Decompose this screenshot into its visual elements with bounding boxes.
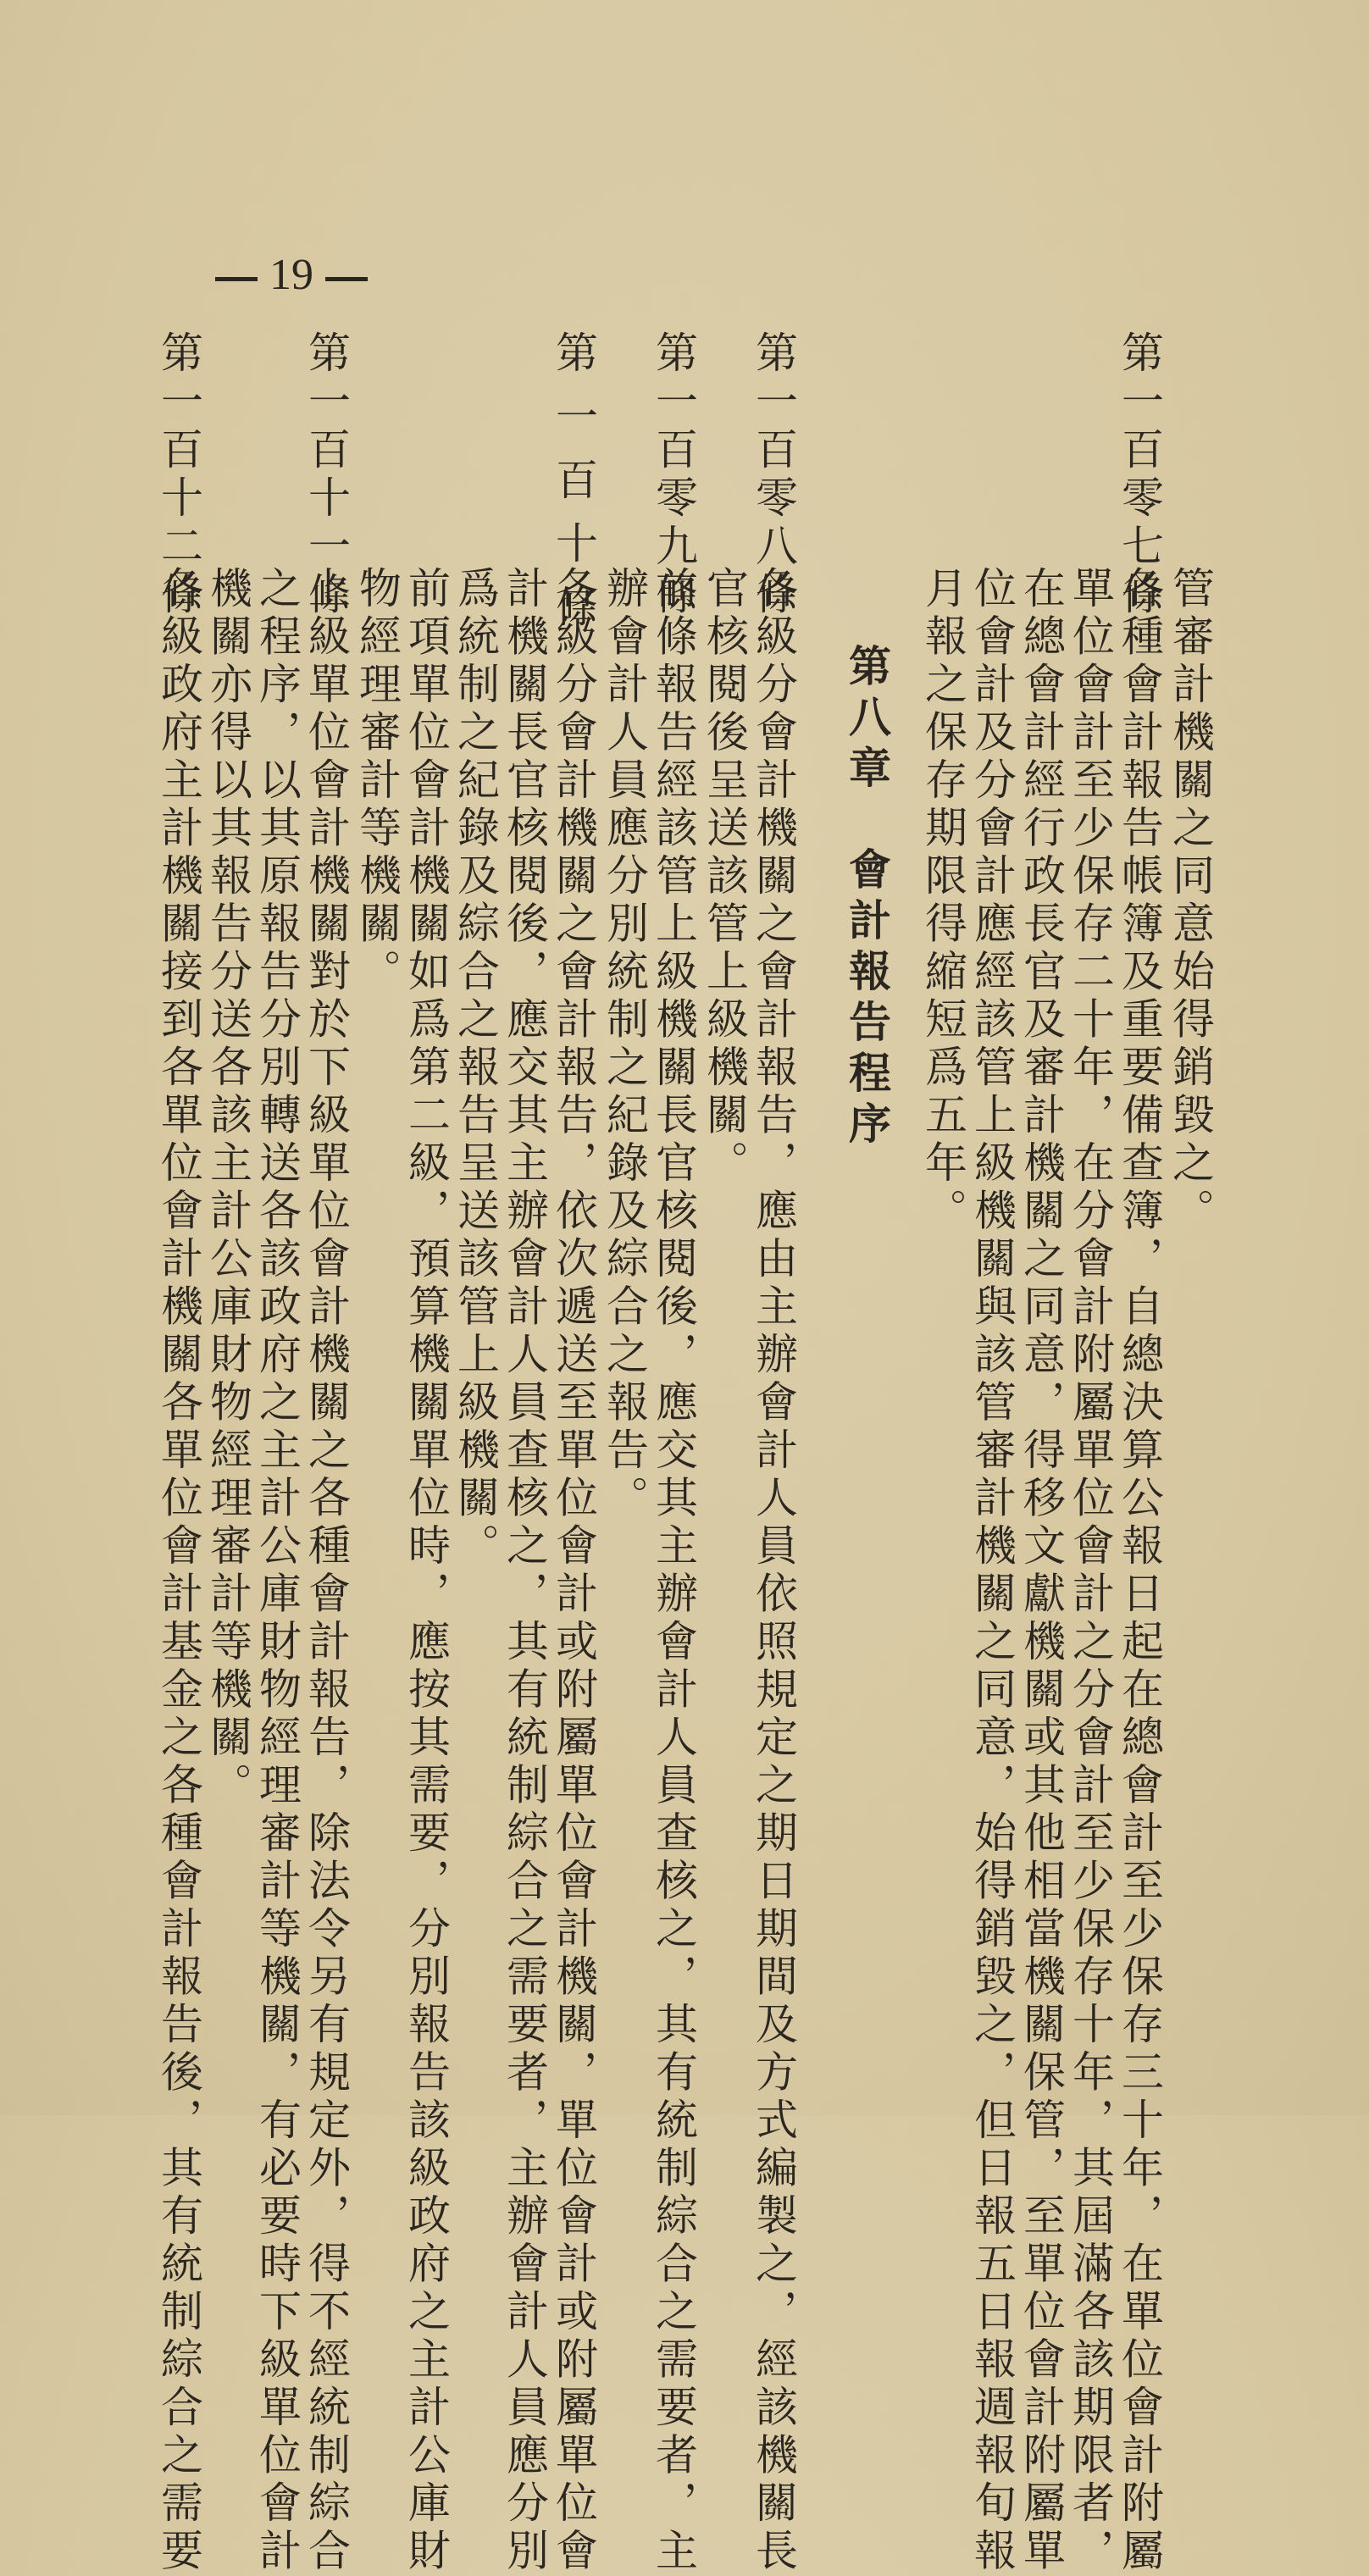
article-107-prev-line: 管審計機關之同意始得銷毀之。 — [1166, 566, 1215, 1236]
page-number — [203, 250, 380, 300]
dash-right — [325, 277, 368, 281]
article-110-line-2: 計機關長官核閱後，應交其主辦會計人員查核之，其有統制綜合之需要者，主辦會計人員應分別 — [500, 566, 549, 2576]
article-110-line-1: 各級分會計機關之會計報告，依次遞送至單位會計或附屬單位會計機關，單位會計或附屬單位會 — [549, 566, 598, 2576]
article-111-line-1: 上級單位會計機關對於下級單位會計機關之各種會計報告，除法令另有規定外，得不經統制綜合 — [302, 566, 351, 2576]
article-110-line-4: 前項單位會計機關如爲第二級，預算機關單位時，應按其需要，分別報告該級政府之主計公庫財 — [402, 566, 451, 2576]
article-109-line-2: 辦會計人員應分別統制之紀錄及綜合之報告。 — [600, 566, 649, 1523]
article-109-label: 第一百零九條 — [649, 330, 698, 620]
chapter-number: 第八章 — [842, 644, 891, 796]
article-108-line-2: 官核閱後呈送該管上級機關。 — [700, 566, 749, 1188]
article-112-label: 第一百十二條 — [154, 330, 203, 620]
dash-left — [215, 277, 258, 281]
article-111-line-2: 之程序，以其原報告分別轉送各該政府之主計公庫財物經理審計等機關，有必要時下級單位會計 — [252, 566, 302, 2576]
article-107-line-4: 位會計及分會計應經該管上級機關與該管審計機關之同意，始得銷毀之，但日報五日報週報旬報 — [967, 566, 1017, 2576]
article-107-label: 第一百零七條 — [1115, 330, 1164, 620]
article-111-line-3: 機關亦得以其報告分送各該主計公庫財物經理審計等機關。 — [203, 566, 252, 1810]
article-111-label: 第一百十一條 — [302, 330, 351, 620]
page-number-value: 19 — [269, 251, 313, 299]
article-107-line-2: 單位會計至少保存二十年，在分會計附屬單位會計之分會計至少保存十年，其屆滿各該期限者， — [1066, 566, 1115, 2576]
article-108-label: 第一百零八條 — [749, 330, 798, 620]
chapter-heading — [842, 644, 891, 1152]
article-107-line-1: 各種會計報告帳簿及重要備查簿，自總決算公報日起在總會計至少保存三十年，在單位會計附屬 — [1115, 566, 1164, 2576]
article-110-line-5: 物經理審計等機關。 — [352, 566, 402, 997]
article-110-line-3: 爲統制之紀錄及綜合之報告呈送該管上級機關。 — [451, 566, 500, 1571]
article-109-line-1: 前條報告經該管上級機關長官核閱後，應交其主辦會計人員查核之，其有統制綜合之需要者，主 — [649, 566, 698, 2576]
article-108-line-1: 各級分會計機關之會計報告，應由主辦會計人員依照規定之期日期間及方式編製之，經該機關長 — [749, 566, 798, 2576]
article-107-line-5: 月報之保存期限得縮短爲五年。 — [918, 566, 967, 1236]
chapter-title: 會計報告程序 — [842, 847, 891, 1152]
article-110-label: 第一百十條 — [549, 330, 598, 648]
article-112-line-1: 各級政府主計機關接到各單位會計機關各單位會計基金之各種會計報告後，其有統制綜合之需要 — [154, 566, 203, 2576]
article-107-line-3: 在總會計經行政長官及審計機關之同意，得移文獻機關或其他相當機關保管，至單位會計附屬單 — [1017, 566, 1066, 2576]
